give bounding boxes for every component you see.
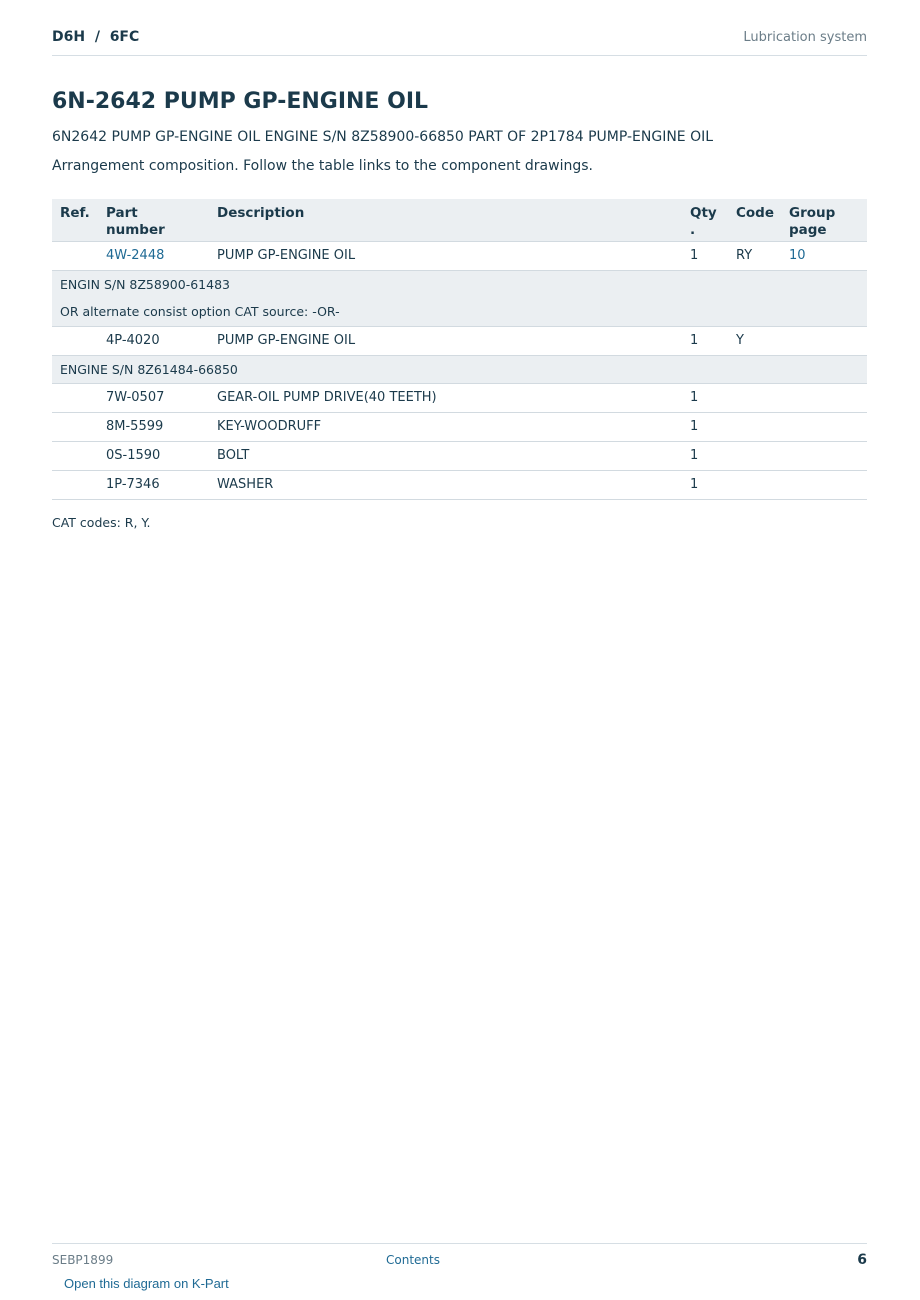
note-text: ENGIN S/N 8Z58900-61483: [52, 270, 867, 298]
page-subtitle: 6N2642 PUMP GP-ENGINE OIL ENGINE S/N 8Z58900-66850 PART OF 2P1784 PUMP-ENGINE OIL: [52, 129, 714, 145]
breadcrumb: D6H / 6FC: [52, 29, 140, 45]
cell-part-number: 1P-7346: [98, 470, 209, 499]
cell-code: [728, 412, 781, 441]
table-row: [52, 470, 867, 499]
contents-link[interactable]: Contents: [386, 1253, 440, 1267]
cell-group-page: [781, 383, 867, 412]
kpart-link[interactable]: Open this diagram on K-Part: [64, 1276, 229, 1291]
qty-header-line2: .: [690, 222, 696, 238]
cell-description: PUMP GP-ENGINE OIL: [209, 241, 682, 270]
note-text: ENGINE S/N 8Z61484-66850: [52, 355, 867, 383]
cell-group-page: [781, 241, 867, 270]
cell-group-page: [781, 441, 867, 470]
cell-qty: 1: [682, 441, 728, 470]
cell-description: KEY-WOODRUFF: [209, 412, 682, 441]
parts-table: [52, 199, 867, 500]
table-row: [52, 383, 867, 412]
cell-qty: 1: [682, 412, 728, 441]
table-row: [52, 241, 867, 270]
page-number: 6: [857, 1252, 867, 1268]
cell-part-number: 4P-4020: [98, 326, 209, 355]
intro-text: Arrangement composition. Follow the table links to the component drawings.: [52, 158, 593, 174]
document-id: SEBP1899: [52, 1253, 114, 1267]
page-footer: [52, 1243, 867, 1268]
cell-ref: [52, 470, 98, 499]
cat-codes-note: CAT codes: R, Y.: [52, 515, 151, 530]
group-header-line1: Group: [789, 205, 836, 221]
table-row: [52, 441, 867, 470]
cell-group-page: [781, 470, 867, 499]
table-note-row: [52, 270, 867, 298]
cell-part-number: [98, 241, 209, 270]
cell-qty: 1: [682, 241, 728, 270]
column-header-qty: [682, 199, 728, 241]
cell-code: Y: [728, 326, 781, 355]
cell-part-number: 8M-5599: [98, 412, 209, 441]
table-note-row: [52, 298, 867, 326]
cell-code: [728, 470, 781, 499]
group-header-line2: page: [789, 222, 827, 238]
group-page-link[interactable]: 10: [789, 248, 806, 263]
cell-code: [728, 383, 781, 412]
cell-code: RY: [728, 241, 781, 270]
cell-group-page: [781, 412, 867, 441]
cell-ref: [52, 441, 98, 470]
table-row: [52, 412, 867, 441]
column-header-group-page: [781, 199, 867, 241]
cell-group-page: [781, 326, 867, 355]
cell-description: GEAR-OIL PUMP DRIVE(40 TEETH): [209, 383, 682, 412]
column-header-part-number: Part number: [98, 199, 209, 241]
cell-qty: 1: [682, 326, 728, 355]
table-row: [52, 326, 867, 355]
section-name: Lubrication system: [743, 30, 867, 45]
cell-part-number: 0S-1590: [98, 441, 209, 470]
page-title: 6N-2642 PUMP GP-ENGINE OIL: [52, 89, 429, 114]
column-header-ref: Ref.: [52, 199, 98, 241]
cell-ref: [52, 326, 98, 355]
cell-code: [728, 441, 781, 470]
cell-ref: [52, 241, 98, 270]
qty-header-line1: Qty: [690, 205, 717, 221]
page-header: [52, 28, 867, 56]
cell-ref: [52, 383, 98, 412]
table-note-row: [52, 355, 867, 383]
cell-part-number: 7W-0507: [98, 383, 209, 412]
table-header-row: [52, 199, 867, 241]
cell-qty: 1: [682, 383, 728, 412]
cell-description: PUMP GP-ENGINE OIL: [209, 326, 682, 355]
cell-description: BOLT: [209, 441, 682, 470]
cell-ref: [52, 412, 98, 441]
note-text: OR alternate consist option CAT source: -OR-: [52, 298, 867, 326]
cell-qty: 1: [682, 470, 728, 499]
cell-description: WASHER: [209, 470, 682, 499]
part-number-link[interactable]: 4W-2448: [106, 248, 165, 263]
column-header-code: Code: [728, 199, 781, 241]
column-header-description: Description: [209, 199, 682, 241]
